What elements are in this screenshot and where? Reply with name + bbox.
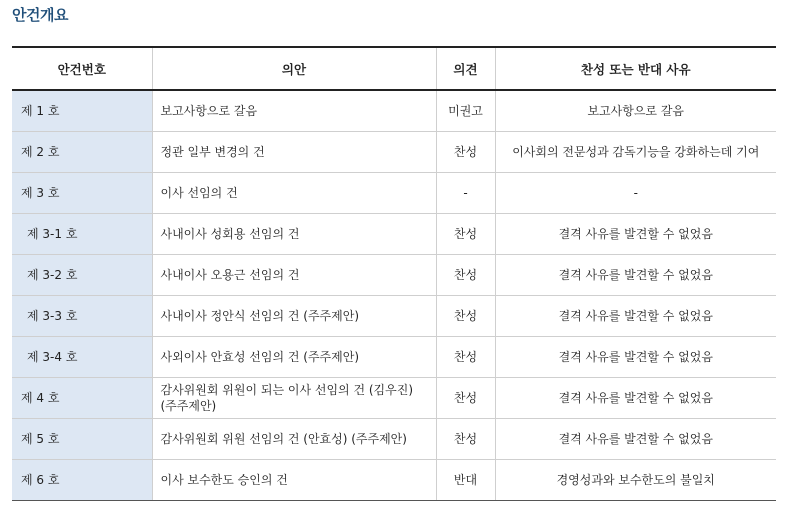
opinion-cell: 미권고 (436, 90, 495, 132)
agenda-item-cell: 정관 일부 변경의 건 (152, 132, 436, 173)
agenda-item-cell: 감사위원회 위원이 되는 이사 선임의 건 (김우진) (주주제안) (152, 378, 436, 419)
table-header-row (12, 47, 776, 90)
table-row (12, 173, 776, 214)
opinion-cell: 찬성 (436, 132, 495, 173)
opinion-cell: 반대 (436, 460, 495, 501)
opinion-cell: 찬성 (436, 419, 495, 460)
agenda-item-cell: 감사위원회 위원 선임의 건 (안효성) (주주제안) (152, 419, 436, 460)
agenda-table (12, 46, 776, 501)
opinion-cell: 찬성 (436, 296, 495, 337)
reason-cell: - (495, 173, 776, 214)
agenda-number-cell: 제 3-3 호 (12, 296, 152, 337)
table-row (12, 460, 776, 501)
reason-cell: 결격 사유를 발견할 수 없었음 (495, 419, 776, 460)
agenda-number-cell: 제 6 호 (12, 460, 152, 501)
agenda-item-cell: 이사 선임의 건 (152, 173, 436, 214)
reason-cell: 결격 사유를 발견할 수 없었음 (495, 378, 776, 419)
table-row (12, 419, 776, 460)
header-agenda-number: 안건번호 (12, 47, 152, 90)
reason-cell: 이사회의 전문성과 감독기능을 강화하는데 기여 (495, 132, 776, 173)
table-row (12, 337, 776, 378)
reason-cell: 결격 사유를 발견할 수 없었음 (495, 255, 776, 296)
reason-cell: 보고사항으로 갈음 (495, 90, 776, 132)
table-row (12, 132, 776, 173)
table-row (12, 90, 776, 132)
agenda-number-cell: 제 4 호 (12, 378, 152, 419)
opinion-cell: 찬성 (436, 337, 495, 378)
agenda-item-cell: 사내이사 성회용 선임의 건 (152, 214, 436, 255)
reason-cell: 결격 사유를 발견할 수 없었음 (495, 214, 776, 255)
opinion-cell: 찬성 (436, 255, 495, 296)
agenda-item-cell: 사내이사 정안식 선임의 건 (주주제안) (152, 296, 436, 337)
header-opinion: 의견 (436, 47, 495, 90)
table-row (12, 214, 776, 255)
agenda-item-cell: 이사 보수한도 승인의 건 (152, 460, 436, 501)
opinion-cell: - (436, 173, 495, 214)
reason-cell: 경영성과와 보수한도의 불일치 (495, 460, 776, 501)
opinion-cell: 찬성 (436, 378, 495, 419)
table-row (12, 255, 776, 296)
section-title: 안건개요 (12, 6, 68, 24)
agenda-number-cell: 제 3-1 호 (12, 214, 152, 255)
reason-cell: 결격 사유를 발견할 수 없었음 (495, 337, 776, 378)
agenda-number-cell: 제 3 호 (12, 173, 152, 214)
agenda-number-cell: 제 1 호 (12, 90, 152, 132)
table-row (12, 296, 776, 337)
agenda-item-cell: 보고사항으로 갈음 (152, 90, 436, 132)
reason-cell: 결격 사유를 발견할 수 없었음 (495, 296, 776, 337)
agenda-item-cell: 사외이사 안효성 선임의 건 (주주제안) (152, 337, 436, 378)
header-agenda-item: 의안 (152, 47, 436, 90)
agenda-number-cell: 제 3-4 호 (12, 337, 152, 378)
agenda-number-cell: 제 5 호 (12, 419, 152, 460)
agenda-item-cell: 사내이사 오용근 선임의 건 (152, 255, 436, 296)
header-reason: 찬성 또는 반대 사유 (495, 47, 776, 90)
agenda-number-cell: 제 2 호 (12, 132, 152, 173)
agenda-number-cell: 제 3-2 호 (12, 255, 152, 296)
table-row (12, 378, 776, 419)
opinion-cell: 찬성 (436, 214, 495, 255)
